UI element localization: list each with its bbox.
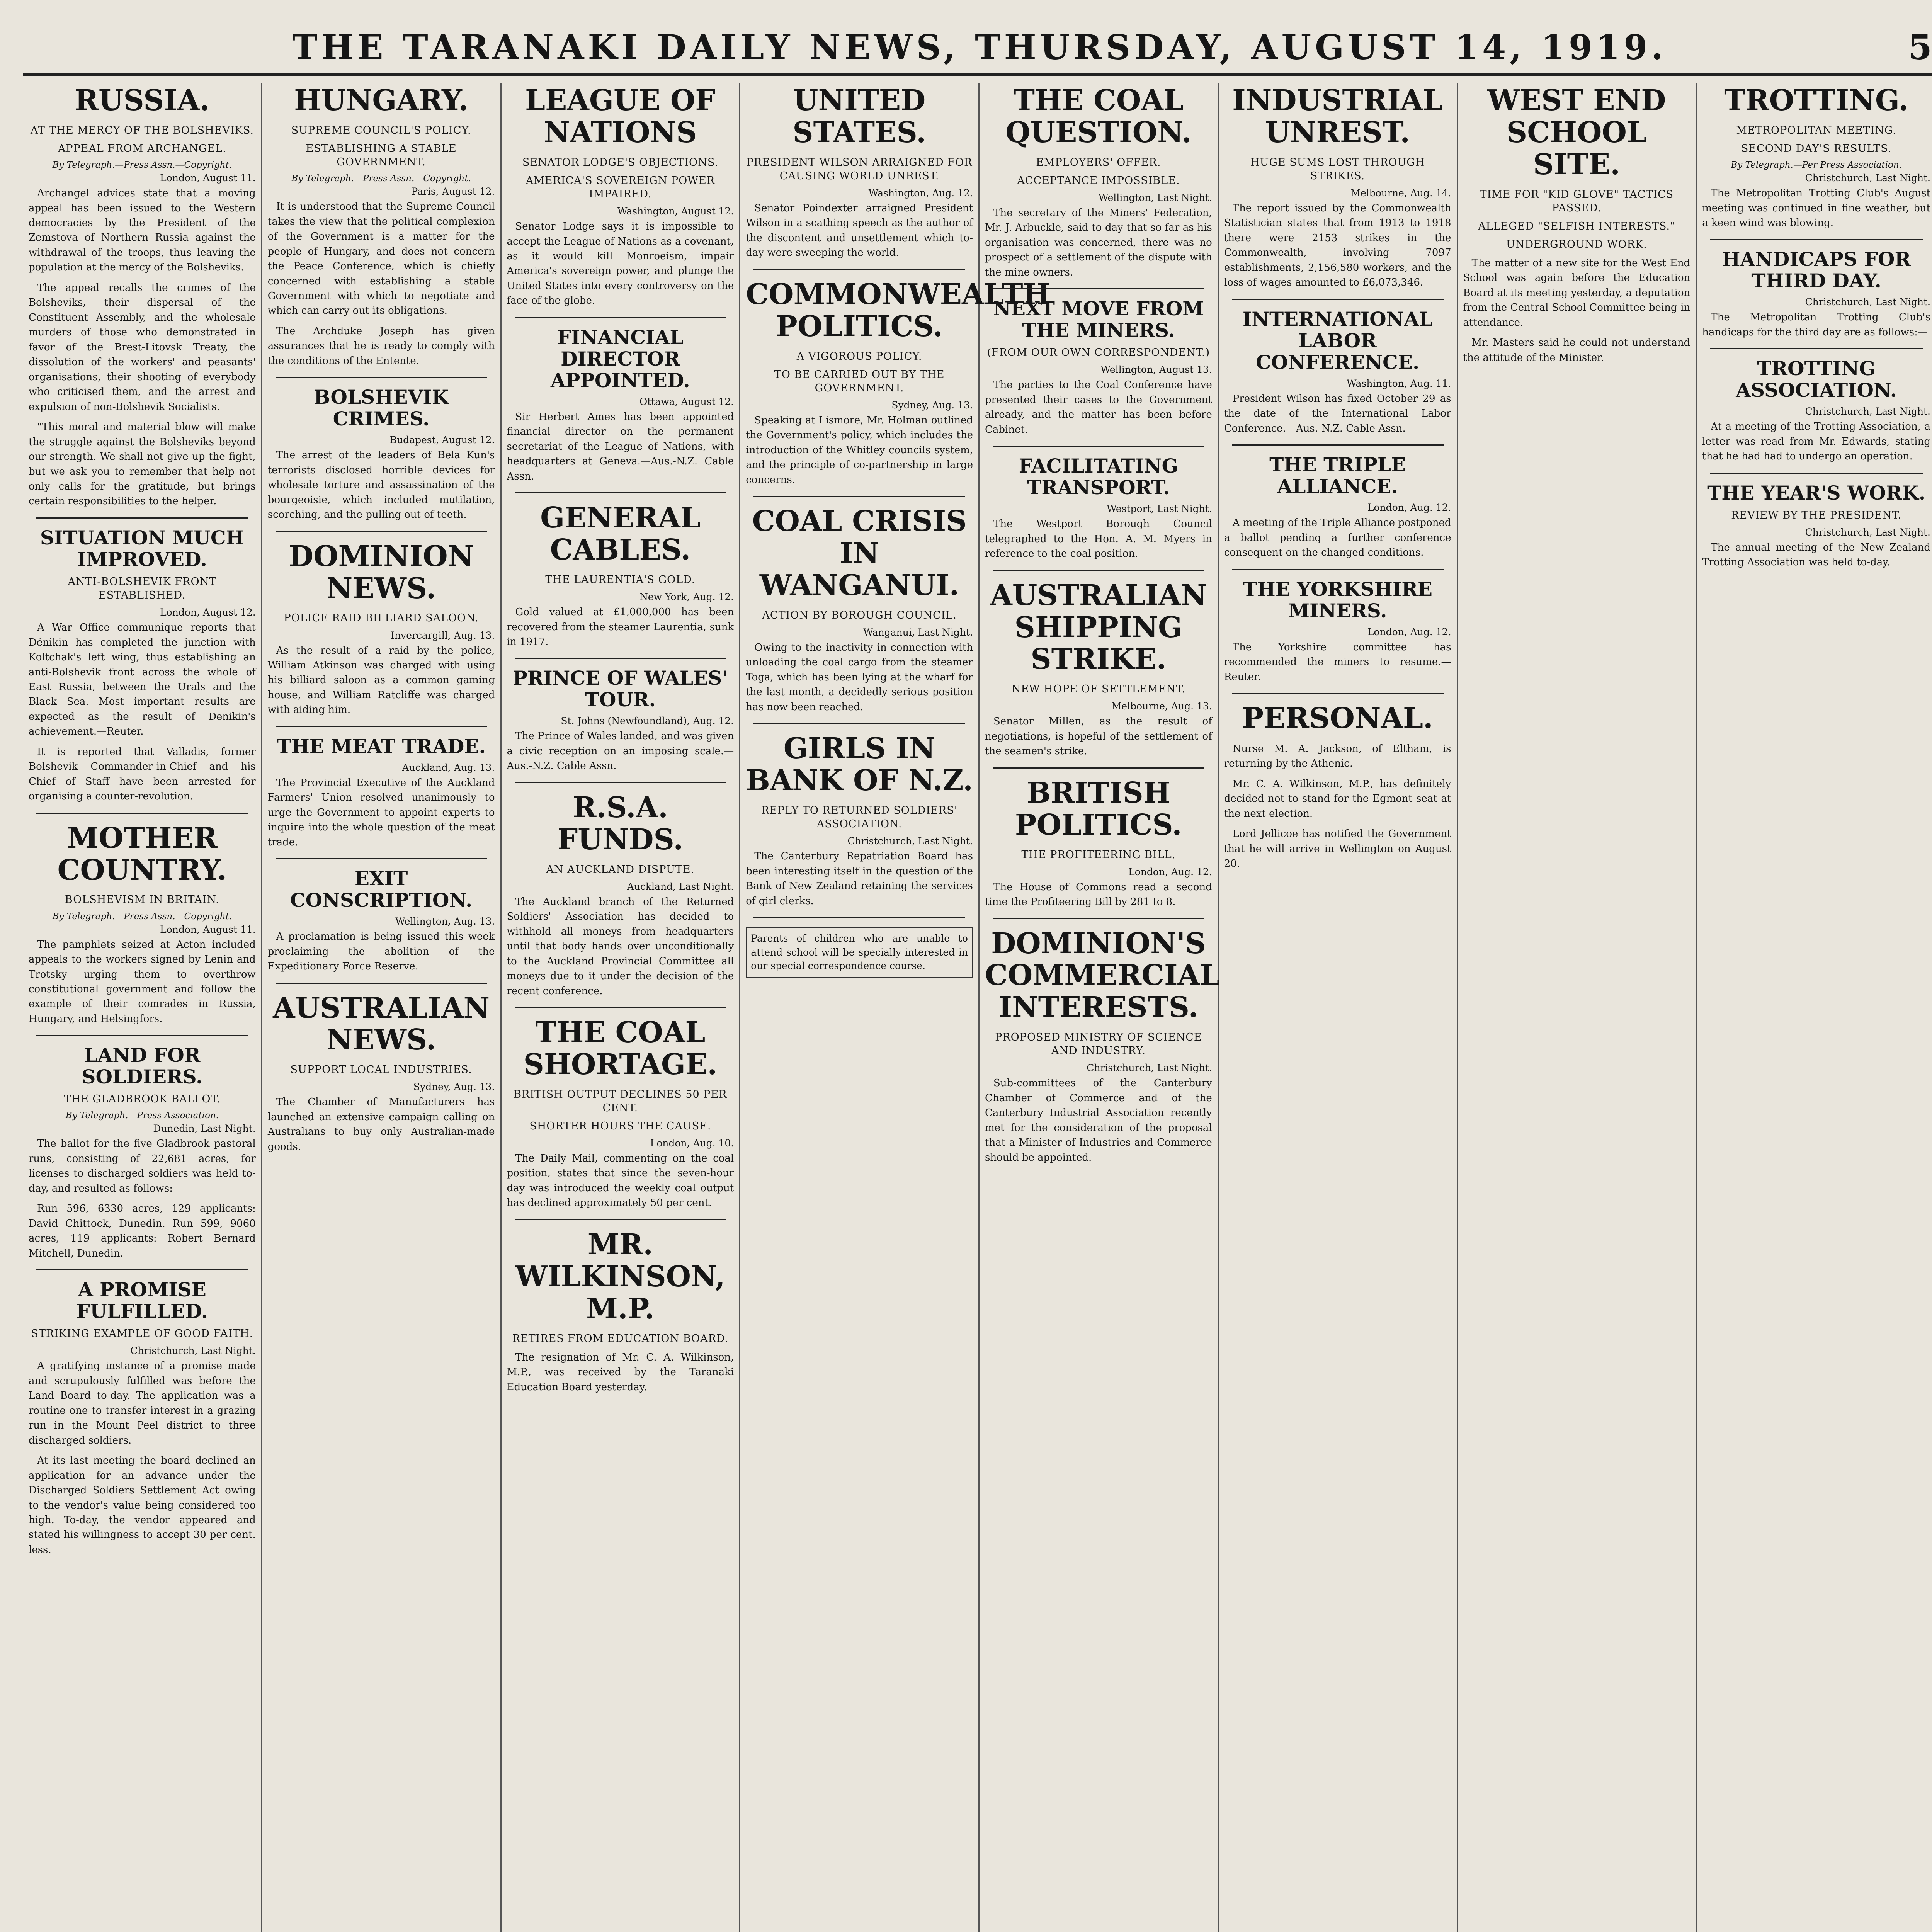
- article-subheading: PRESIDENT WILSON ARRAIGNED FOR CAUSING WORLD UNREST.: [746, 156, 973, 182]
- article-dateline: Wellington, Last Night.: [1098, 192, 1212, 203]
- article-heading: AUSTRALIAN SHIPPING STRIKE.: [990, 578, 1207, 676]
- article-subheading: ACCEPTANCE IMPOSSIBLE.: [1017, 174, 1180, 187]
- article-dateline: Sydney, Aug. 13.: [413, 1081, 495, 1093]
- article-subheading: SUPPORT LOCAL INDUSTRIES.: [290, 1064, 472, 1076]
- article-paragraph: Sir Herbert Ames has been appointed financial director on the permanent secretariat of the League of Nations, with headquarters at Geneva.—Aus.-N.Z. Cable Assn.: [507, 411, 734, 482]
- article-subheading: BOLSHEVISM IN BRITAIN.: [65, 894, 219, 906]
- article-paragraph: At a meeting of the Trotting Association, a letter was read from Mr. Edwards, stating that he had had to undergo an operation.: [1702, 421, 1930, 463]
- article: [1224, 578, 1451, 684]
- column-5: [980, 83, 1219, 1932]
- article-heading: AUSTRALIAN NEWS.: [273, 991, 490, 1057]
- article-heading: BOLSHEVIK CRIMES.: [314, 386, 449, 430]
- article-dateline: Christchurch, Last Night.: [1805, 296, 1930, 308]
- article-heading: DOMINION NEWS.: [288, 539, 474, 605]
- article-heading: R.S.A. FUNDS.: [557, 791, 684, 856]
- article: [1224, 308, 1451, 436]
- article-paragraph: It is reported that Valladis, former Bolshevik Commander-in-Chief and his Chief of Staff have been arrested for organising a counter-revolution.: [29, 746, 256, 803]
- article-heading: PERSONAL.: [1242, 701, 1433, 735]
- article-heading: COMMONWEALTH POLITICS.: [746, 277, 1050, 343]
- article-paragraph: The Prince of Wales landed, and was given a civic reception on an imposing scale.—Aus.-N.Z. Cable Assn.: [507, 730, 734, 772]
- article-dateline: Christchurch, Last Night.: [847, 835, 973, 847]
- article-divider: [515, 317, 726, 318]
- article: [507, 327, 734, 484]
- article: [1224, 85, 1451, 290]
- article: [268, 541, 495, 718]
- article-divider: [1232, 444, 1444, 446]
- article-divider: [1710, 239, 1923, 240]
- article-paragraph: Senator Poindexter arraigned President Wilson in a scathing speech as the author of the discontent and unsettlement which to-day were sweeping the world.: [746, 202, 973, 259]
- article-paragraph: Mr. Masters said he could not understand the attitude of the Minister.: [1463, 337, 1690, 364]
- article-heading: NEXT MOVE FROM THE MINERS.: [993, 297, 1204, 342]
- article-subheading: ALLEGED "SELFISH INTERESTS.": [1478, 220, 1675, 232]
- article: [268, 85, 495, 368]
- article-heading: WEST END SCHOOL SITE.: [1487, 84, 1666, 181]
- article: [985, 927, 1220, 1165]
- article: [507, 502, 734, 649]
- article: [1224, 702, 1451, 871]
- article-dateline: Melbourne, Aug. 13.: [1111, 701, 1212, 712]
- article-dateline: Christchurch, Last Night.: [130, 1345, 256, 1357]
- article-subheading: THE GLADBROOK BALLOT.: [64, 1093, 221, 1105]
- article: [985, 777, 1212, 910]
- article-divider: [1710, 348, 1923, 349]
- article-subheading: BRITISH OUTPUT DECLINES 50 PER CENT.: [514, 1088, 727, 1114]
- article-dateline: Paris, August 12.: [411, 186, 495, 197]
- article-paragraph: The appeal recalls the crimes of the Bolsheviks, their dispersal of the Constituent Assembly, and the wholesale murders of those who demonstrated in favor of the Brest-Litovsk Treaty, the dissolution of the workers' and peasants' organisations, their shooting of everybody who criticised them, and the arrest and expulsion of non-Bolshevik Socialists.: [29, 282, 256, 413]
- article-paragraph: The parties to the Coal Conference have presented their cases to the Government already, and the matter has been before Cabinet.: [985, 379, 1212, 435]
- article-paragraph: Lord Jellicoe has notified the Government that he will arrive in Wellington on August 20.: [1224, 828, 1451, 870]
- article-heading: THE YEAR'S WORK.: [1707, 481, 1926, 504]
- advertisement-text: Parents of children who are unable to attend school will be specially interested in our special correspondence course.: [746, 927, 973, 978]
- article: [507, 1017, 734, 1211]
- article: [746, 733, 973, 908]
- article: [746, 277, 1050, 487]
- article-subheading: AN AUCKLAND DISPUTE.: [546, 863, 695, 876]
- article-dateline: London, Aug. 12.: [1367, 626, 1451, 638]
- article-dateline: London, August 11.: [160, 923, 256, 935]
- article: [1463, 85, 1690, 365]
- article-dateline: Auckland, Aug. 13.: [402, 762, 495, 773]
- article-paragraph: As the result of a raid by the police, William Atkinson was charged with using his billiard saloon as a common gaming house, and William Ratcliffe was charged with aiding him.: [267, 645, 495, 716]
- article-divider: [515, 1219, 726, 1220]
- article-paragraph: The Archduke Joseph has given assurances that he is ready to comply with the conditions of the Entente.: [267, 325, 495, 367]
- page-number: 5: [1908, 27, 1932, 67]
- article: [985, 298, 1212, 437]
- article-divider: [993, 767, 1204, 769]
- column-2: [262, 83, 502, 1932]
- article-heading: THE TRIPLE ALLIANCE.: [1269, 453, 1406, 498]
- article-paragraph: President Wilson has fixed October 29 as the date of the International Labor Conference.—Aus.-N.Z. Cable Assn.: [1224, 393, 1451, 434]
- article-dateline: London, August 12.: [160, 607, 256, 618]
- article-paragraph: "This moral and material blow will make the struggle against the Bolsheviks beyond our strength. We shall not give up the fight, but we ask you to remember that help not only calls for the gratitude, but brings certain responsibilities to the helper.: [29, 421, 256, 507]
- article-dateline: Christchurch, Last Night.: [1805, 172, 1930, 184]
- article-heading: GENERAL CABLES.: [540, 501, 701, 567]
- article: [1702, 85, 1930, 230]
- article-paragraph: Senator Lodge says it is impossible to accept the League of Nations as a covenant, as it would kill Monroeism, impair America's sovereign power, and plunge the United States into every controversy on the face of the globe.: [507, 221, 734, 307]
- article-divider: [1232, 569, 1444, 570]
- article: [507, 1229, 734, 1395]
- article-subheading: THE PROFITEERING BILL.: [1021, 849, 1176, 861]
- column-1: [23, 83, 262, 1932]
- article-heading: MR. WILKINSON, M.P.: [515, 1228, 725, 1325]
- article-heading: UNITED STATES.: [793, 84, 927, 149]
- article-divider: [36, 517, 248, 519]
- article: [29, 1279, 256, 1557]
- article-subheading: (FROM OUR OWN CORRESPONDENT.): [987, 347, 1210, 359]
- article-divider: [36, 1035, 248, 1036]
- article-paragraph: Owing to the inactivity in connection with unloading the coal cargo from the steamer Toga, which has been lying at the wharf for the last month, a decidedly serious position has now been reached.: [746, 641, 973, 713]
- article-byline: By Telegraph.—Press Association.: [65, 1111, 219, 1121]
- article-dateline: London, August 11.: [160, 172, 256, 184]
- article-paragraph: Archangel advices state that a moving appeal has been issued to the Western democracies by the President of the Zemstova of Northern Russia against the withdrawal of the troops, thus leaving the population at the mercy of the Bolsheviks.: [29, 187, 256, 274]
- article-dateline: Christchurch, Last Night.: [1087, 1062, 1212, 1074]
- article-subheading: PROPOSED MINISTRY OF SCIENCE AND INDUSTRY.: [995, 1031, 1202, 1057]
- article-heading: FINANCIAL DIRECTOR APPOINTED.: [550, 325, 690, 392]
- article-subheading: NEW HOPE OF SETTLEMENT.: [1011, 683, 1185, 696]
- article-divider: [276, 858, 487, 859]
- article-paragraph: Speaking at Lismore, Mr. Holman outlined the Government's policy, which includes the introduction of the Whitley councils system, and the principle of co-partnership in large concerns.: [746, 414, 973, 486]
- article-dateline: New York, Aug. 12.: [639, 591, 734, 603]
- article-heading: FACILITATING TRANSPORT.: [1019, 454, 1179, 499]
- article: [29, 1044, 256, 1261]
- article-subheading: SECOND DAY'S RESULTS.: [1741, 142, 1892, 155]
- article-paragraph: A gratifying instance of a promise made and scrupulously fulfilled was before the Land Board to-day. The application was a routine one to transfer interest in a grazing run in the Mount Peel district to three discharged soldiers.: [29, 1360, 256, 1446]
- article-paragraph: The arrest of the leaders of Bela Kun's terrorists disclosed horrible devices for wholesale torture and assassination of the bourgeoisie, which included mutilation, scorching, and the pulling out of teeth.: [267, 449, 495, 521]
- article-divider: [1232, 693, 1444, 694]
- article: [507, 667, 734, 773]
- article-dateline: Christchurch, Last Night.: [1805, 526, 1930, 538]
- article-subheading: TIME FOR "KID GLOVE" TACTICS PASSED.: [1480, 188, 1674, 214]
- column-3: [502, 83, 741, 1932]
- article-subheading: HUGE SUMS LOST THROUGH STRIKES.: [1250, 156, 1425, 182]
- columns: [23, 83, 1932, 1932]
- article-paragraph: The report issued by the Commonwealth Statistician states that from 1913 to 1918 there were 2153 strikes in the Commonwealth, involving 7097 establishments, 2,156,580 workers, and the loss of wages amounted to £6,073,346.: [1224, 202, 1451, 289]
- article: [29, 85, 256, 509]
- article-subheading: ANTI-BOLSHEVIK FRONT ESTABLISHED.: [68, 575, 217, 601]
- article-dateline: Budapest, August 12.: [389, 434, 495, 446]
- article-paragraph: The Chamber of Manufacturers has launched an extensive campaign calling on Australians to buy only Australian-made goods.: [267, 1096, 495, 1153]
- article-subheading: RETIRES FROM EDUCATION BOARD.: [512, 1332, 729, 1345]
- article-divider: [36, 1269, 248, 1270]
- article-byline: By Telegraph.—Press Assn.—Copyright.: [52, 160, 232, 170]
- article: [507, 85, 734, 308]
- article: [985, 455, 1212, 561]
- article-dateline: Westport, Last Night.: [1107, 503, 1212, 515]
- article-divider: [993, 288, 1204, 289]
- article-heading: GIRLS IN BANK OF N.Z.: [746, 732, 973, 798]
- article-paragraph: A War Office communique reports that Dénikin has completed the junction with Koltchak's left wing, thus establishing an anti-Bolshevik front across the whole of East Russia, between the Urals and the Black Sea. Most important results are expected as the result of Denikin's achievement.—Reuter.: [29, 622, 256, 738]
- article-subheading: ESTABLISHING A STABLE GOVERNMENT.: [306, 142, 457, 168]
- article-heading: EXIT CONSCRIPTION.: [290, 867, 473, 912]
- article-heading: INTERNATIONAL LABOR CONFERENCE.: [1242, 307, 1433, 374]
- article-heading: TROTTING.: [1724, 84, 1909, 117]
- article-subheading: AT THE MERCY OF THE BOLSHEVIKS.: [30, 124, 254, 136]
- article-subheading: METROPOLITAN MEETING.: [1736, 124, 1896, 136]
- article-heading: COAL CRISIS IN WANGANUI.: [752, 505, 967, 602]
- article-divider: [993, 570, 1204, 571]
- article-divider: [1232, 299, 1444, 300]
- article-dateline: Sydney, Aug. 13.: [891, 399, 973, 411]
- article-subheading: ACTION BY BOROUGH COUNCIL.: [762, 609, 957, 621]
- article-paragraph: Gold valued at £1,000,000 has been recovered from the steamer Laurentia, sunk in 1917.: [507, 606, 734, 648]
- article-paragraph: The matter of a new site for the West End School was again before the Education Board at its meeting yesterday, a deputation from the Central School Committee being in attendance.: [1463, 257, 1690, 328]
- column-7: [1458, 83, 1697, 1932]
- article-dateline: Wellington, August 13.: [1100, 364, 1212, 376]
- article: [1702, 248, 1930, 340]
- article-paragraph: The Metropolitan Trotting Club's handicaps for the third day are as follows:—: [1702, 311, 1930, 338]
- article-subheading: POLICE RAID BILLIARD SALOON.: [284, 612, 479, 624]
- article-divider: [276, 531, 487, 532]
- article-dateline: St. Johns (Newfoundland), Aug. 12.: [561, 715, 734, 727]
- article-divider: [276, 983, 487, 984]
- article-heading: LEAGUE OF NATIONS: [525, 84, 716, 149]
- article-heading: BRITISH POLITICS.: [1015, 776, 1182, 842]
- article-subheading: REPLY TO RETURNED SOLDIERS' ASSOCIATION.: [761, 804, 958, 830]
- article: [746, 85, 973, 260]
- column-6: [1219, 83, 1458, 1932]
- article-subheading: UNDERGROUND WORK.: [1506, 238, 1647, 250]
- article-divider: [276, 726, 487, 727]
- masthead-title: THE TARANAKI DAILY NEWS, THURSDAY, AUGUST 14, 1919.: [292, 27, 1667, 67]
- article-heading: THE COAL SHORTAGE.: [523, 1015, 718, 1081]
- article-paragraph: The House of Commons read a second time the Profiteering Bill by 281 to 8.: [985, 881, 1212, 908]
- article-paragraph: The Metropolitan Trotting Club's August meeting was continued in fine weather, but a keen wind was blowing.: [1702, 187, 1930, 229]
- article-divider: [753, 269, 965, 270]
- article-paragraph: The pamphlets seized at Acton included appeals to the workers signed by Lenin and Trotsky urging them to overthrow constitutional government and follow the example of their comrades in Russia, Hungary, and Helsingfors.: [29, 939, 256, 1025]
- article-divider: [36, 813, 248, 814]
- article: [1702, 482, 1930, 570]
- masthead: [23, 23, 1932, 76]
- article-paragraph: Sub-committees of the Canterbury Chamber of Commerce and of the Canterbury Industrial Association recently met for the consideration of the proposal that a Minister of Industries and Commerce should be appointed.: [985, 1077, 1212, 1163]
- article-subheading: REVIEW BY THE PRESIDENT.: [1731, 509, 1902, 521]
- article-paragraph: A proclamation is being issued this week proclaiming the abolition of the Expeditionary Force Reserve.: [267, 931, 495, 973]
- article-divider: [993, 446, 1204, 447]
- article: [746, 927, 973, 978]
- article-subheading: SENATOR LODGE'S OBJECTIONS.: [522, 156, 718, 168]
- article-subheading: SHORTER HOURS THE CAUSE.: [529, 1120, 711, 1132]
- article-paragraph: Senator Millen, as the result of negotiations, is hopeful of the settlement of the seamen's strike.: [985, 716, 1212, 757]
- article-heading: LAND FOR SOLDIERS.: [82, 1044, 203, 1088]
- article-dateline: London, Aug. 12.: [1367, 502, 1451, 514]
- article: [985, 580, 1212, 759]
- article-dateline: Wellington, Aug. 13.: [395, 916, 495, 927]
- article-dateline: London, Aug. 12.: [1128, 866, 1212, 878]
- article-paragraph: The Westport Borough Council telegraphed to the Hon. A. M. Myers in reference to the coal position.: [985, 518, 1212, 560]
- column-8: [1697, 83, 1932, 1932]
- article-paragraph: Nurse M. A. Jackson, of Eltham, is returning by the Athenic.: [1224, 743, 1451, 770]
- article-heading: A PROMISE FULFILLED.: [76, 1278, 208, 1323]
- column-4: [740, 83, 1050, 1932]
- article-divider: [276, 377, 487, 378]
- article: [268, 992, 495, 1155]
- article-divider: [515, 658, 726, 659]
- article-dateline: Invercargill, Aug. 13.: [391, 629, 495, 641]
- article-dateline: Christchurch, Last Night.: [1805, 406, 1930, 417]
- article: [29, 527, 256, 804]
- article: [507, 792, 734, 998]
- article-heading: THE YORKSHIRE MINERS.: [1243, 577, 1432, 622]
- article-subheading: AMERICA'S SOVEREIGN POWER IMPAIRED.: [526, 174, 715, 200]
- article-heading: TROTTING ASSOCIATION.: [1736, 357, 1897, 402]
- article-heading: INDUSTRIAL UNREST.: [1232, 84, 1443, 149]
- article-dateline: Washington, Aug. 11.: [1347, 378, 1451, 389]
- article-paragraph: The secretary of the Miners' Federation, Mr. J. Arbuckle, said to-day that so far as his organisation was concerned, there was no prospect of a settlement of the dispute with the mine owners.: [985, 207, 1212, 278]
- article-dateline: Auckland, Last Night.: [627, 881, 734, 892]
- article: [268, 736, 495, 850]
- article-dateline: Washington, August 12.: [617, 206, 734, 217]
- article-byline: By Telegraph.—Press Assn.—Copyright.: [291, 173, 471, 184]
- article-paragraph: Run 596, 6330 acres, 129 applicants: David Chittock, Dunedin. Run 599, 9060 acres, 119 applicants: Robert Bernard Mitchell, Dunedin.: [29, 1203, 256, 1259]
- article-heading: PRINCE OF WALES' TOUR.: [513, 667, 728, 711]
- article-divider: [993, 918, 1204, 919]
- article-heading: RUSSIA.: [75, 84, 210, 117]
- article-divider: [515, 492, 726, 493]
- article-heading: HUNGARY.: [294, 84, 469, 117]
- article-subheading: EMPLOYERS' OFFER.: [1036, 156, 1161, 168]
- article-paragraph: A meeting of the Triple Alliance postponed a ballot pending a further conference consequent on the changed conditions.: [1224, 517, 1451, 559]
- article-byline: By Telegraph.—Per Press Association.: [1731, 160, 1902, 170]
- article-paragraph: It is understood that the Supreme Council takes the view that the political complexion of the Government is a matter for the people of Hungary, and does not concern the Peace Conference, which is chiefly concerned with establishing a stable Government with which to negotiate and which can carry out its obligations.: [267, 201, 495, 317]
- article-paragraph: The resignation of Mr. C. A. Wilkinson, M.P., was received by the Taranaki Education Board yesterday.: [507, 1351, 734, 1393]
- article-subheading: THE LAURENTIA'S GOLD.: [545, 573, 696, 586]
- article-divider: [753, 723, 965, 724]
- article-dateline: Dunedin, Last Night.: [153, 1123, 256, 1134]
- article-divider: [753, 917, 965, 918]
- article-dateline: Washington, Aug. 12.: [868, 187, 973, 199]
- article-dateline: London, Aug. 10.: [650, 1138, 734, 1149]
- article-subheading: SUPREME COUNCIL'S POLICY.: [291, 124, 471, 136]
- article-paragraph: At its last meeting the board declined an application for an advance under the Discharged Soldiers Settlement Act owing to the vendor's value being considered too high. To-day, the vendor appeared and stated his willingness to accept 30 per cent. less.: [29, 1455, 256, 1556]
- article-paragraph: The Yorkshire committee has recommended the miners to resume.—Reuter.: [1224, 641, 1451, 683]
- article-heading: HANDICAPS FOR THIRD DAY.: [1722, 248, 1911, 293]
- article-divider: [515, 1007, 726, 1008]
- article-heading: THE MEAT TRADE.: [277, 735, 486, 758]
- article-heading: DOMINION'S COMMERCIAL INTERESTS.: [985, 927, 1220, 1024]
- article: [1224, 454, 1451, 560]
- article: [29, 822, 256, 1027]
- article-divider: [1710, 473, 1923, 474]
- article-paragraph: The Provincial Executive of the Auckland Farmers' Union resolved unanimously to urge the Government to appoint experts to inquire into the whole question of the meat trade.: [267, 777, 495, 848]
- article: [985, 85, 1212, 280]
- article: [746, 505, 973, 714]
- article-dateline: Melbourne, Aug. 14.: [1350, 187, 1451, 199]
- article-paragraph: The Daily Mail, commenting on the coal position, states that since the seven-hour day was introduced the weekly coal output has declined approximately 50 per cent.: [507, 1153, 734, 1209]
- article-dateline: Ottawa, August 12.: [639, 396, 734, 407]
- article-paragraph: Mr. C. A. Wilkinson, M.P., has definitely decided not to stand for the Egmont seat at the next election.: [1224, 778, 1451, 820]
- article-heading: SITUATION MUCH IMPROVED.: [40, 526, 244, 571]
- article-paragraph: The Canterbury Repatriation Board has been interesting itself in the question of the Bank of New Zealand retaining the services of girl clerks.: [746, 850, 973, 907]
- article-divider: [515, 782, 726, 783]
- article: [268, 386, 495, 522]
- article-subheading: A VIGOROUS POLICY.: [796, 350, 922, 362]
- article-paragraph: The ballot for the five Gladbrook pastoral runs, consisting of 22,681 acres, for licenses to discharged soldiers was held to-day, and resulted as follows:—: [29, 1138, 256, 1194]
- article: [268, 868, 495, 974]
- article-paragraph: The annual meeting of the New Zealand Trotting Association was held to-day.: [1702, 541, 1930, 568]
- article-paragraph: The Auckland branch of the Returned Soldiers' Association has decided to withhold all moneys from headquarters until that body hands over unconditionally to the Auckland Provincial Committee all moneys due to it under the decision of the recent conference.: [507, 896, 734, 997]
- article-subheading: STRIKING EXAMPLE OF GOOD FAITH.: [31, 1328, 253, 1340]
- article-subheading: TO BE CARRIED OUT BY THE GOVERNMENT.: [774, 368, 945, 394]
- article-divider: [753, 496, 965, 497]
- article-byline: By Telegraph.—Press Assn.—Copyright.: [52, 911, 232, 922]
- article: [1702, 358, 1930, 464]
- article-subheading: APPEAL FROM ARCHANGEL.: [58, 142, 226, 155]
- article-heading: THE COAL QUESTION.: [1005, 84, 1192, 149]
- article-dateline: Wanganui, Last Night.: [863, 626, 973, 638]
- article-heading: MOTHER COUNTRY.: [57, 821, 227, 887]
